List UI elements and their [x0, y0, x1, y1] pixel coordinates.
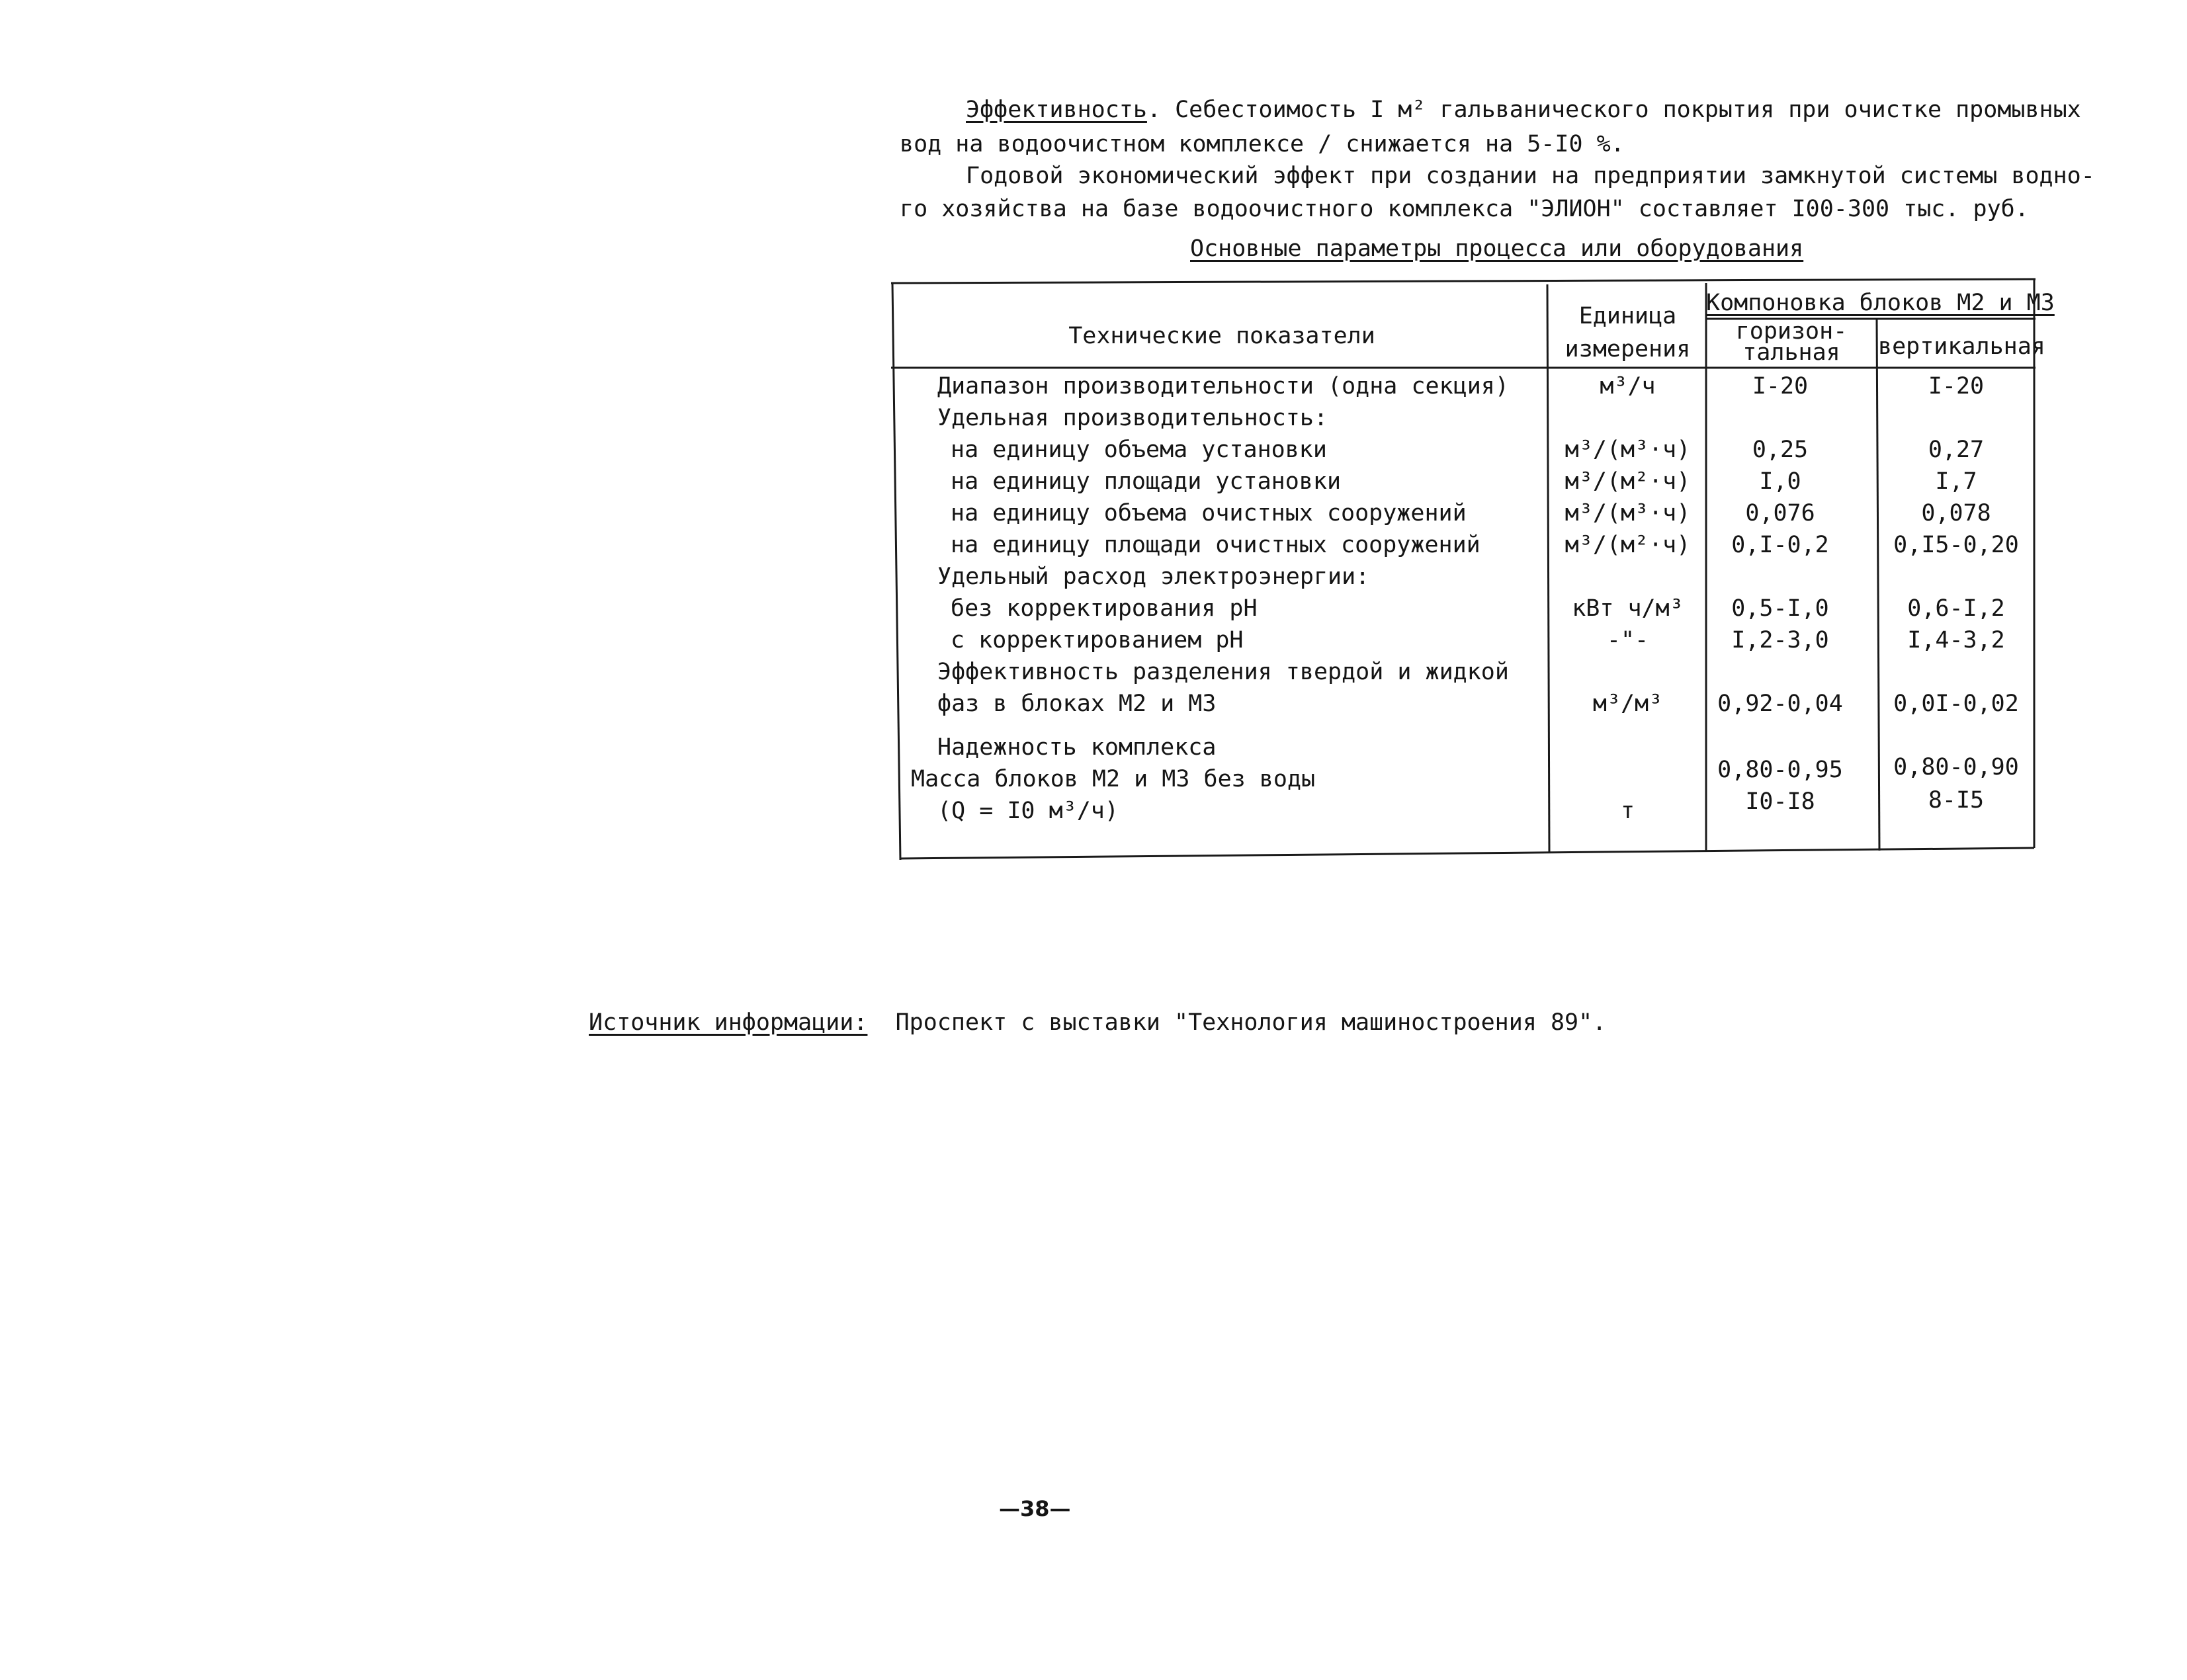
header-horizontal-line1: горизон- [1735, 318, 1848, 345]
row-horizontal-value: 0,25 [1752, 437, 1809, 463]
row-horizontal-value: 0,5-I,0 [1731, 595, 1829, 622]
row-unit: т [1620, 798, 1635, 824]
row-unit: м³/(м³·ч) [1565, 437, 1691, 463]
row-indicator: Надежность комплекса [937, 734, 1217, 761]
row-horizontal-value: I-20 [1752, 373, 1809, 399]
row-unit: м³/(м²·ч) [1565, 532, 1691, 558]
efficiency-line-1 [966, 93, 2081, 127]
row-unit: м³/(м²·ч) [1565, 468, 1691, 495]
row-unit: м³/(м³·ч) [1565, 500, 1691, 526]
row-vertical-value: I-20 [1928, 373, 1985, 399]
row-horizontal-value: 0,I-0,2 [1731, 532, 1829, 558]
row-horizontal-value: I0-I8 [1745, 788, 1815, 815]
row-indicator: на единицу площади установки [951, 468, 1342, 495]
source-line [589, 1005, 1606, 1040]
row-indicator: Удельная производительность: [937, 405, 1328, 431]
row-horizontal-value: 0,076 [1745, 500, 1815, 526]
row-vertical-value: 0,80-0,90 [1893, 754, 2019, 780]
table-caption: Основные параметры процесса или оборудования [1190, 235, 1804, 262]
efficiency-label: Эффективность [966, 97, 1147, 123]
row-indicator: на единицу объема очистных сооружений [951, 500, 1467, 526]
row-indicator: на единицу объема установки [951, 437, 1327, 463]
row-unit: кВт ч/м³ [1572, 595, 1684, 622]
efficiency-line-3: Годовой экономический эффект при создании на предприятии замкнутой системы водно- [966, 163, 2095, 189]
row-indicator: фаз в блоках М2 и М3 [937, 691, 1217, 717]
row-indicator: Эффективность разделения твердой и жидкой [937, 659, 1509, 685]
page-number: —38— [999, 1496, 1071, 1521]
row-indicator: без корректирования pH [951, 595, 1258, 622]
row-vertical-value: 0,27 [1928, 437, 1985, 463]
row-vertical-value: I,4-3,2 [1907, 627, 2005, 653]
row-unit: м³/ч [1600, 373, 1656, 399]
row-indicator: с корректированием pH [951, 627, 1244, 653]
row-vertical-value: 0,6-I,2 [1907, 595, 2005, 622]
parameters-table [891, 278, 2055, 860]
row-unit: -"- [1606, 627, 1649, 653]
row-vertical-value: I,7 [1935, 468, 1977, 495]
source-text: Проспект с выставки "Технология машиностроения 89". [895, 1009, 1607, 1036]
row-vertical-value: 0,I5-0,20 [1893, 532, 2019, 558]
row-horizontal-value: 0,92-0,04 [1717, 691, 1843, 717]
row-horizontal-value: I,0 [1759, 468, 1801, 495]
efficiency-line-1-text: . Себестоимость I м² гальванического покрытия при очистке промывных [1146, 97, 2081, 123]
header-unit-line1: Единица [1578, 303, 1677, 329]
row-indicator: Диапазон производительности (одна секция) [937, 373, 1509, 399]
row-indicator: (Q = I0 м³/ч) [937, 798, 1119, 824]
row-indicator: Удельный расход электроэнергии: [937, 564, 1370, 590]
source-label: Источник информации: [589, 1009, 868, 1036]
row-vertical-value: 8-I5 [1928, 787, 1985, 814]
efficiency-line-4: го хозяйства на базе водоочистного комплекса "ЭЛИОН" составляет I00-300 тыс. руб. [900, 196, 2029, 222]
row-indicator: Масса блоков М2 и М3 без воды [911, 766, 1316, 792]
efficiency-line-2: вод на водоочистном комплексе / снижается на 5-I0 %. [900, 131, 1625, 157]
header-vertical: вертикальная [1878, 333, 2045, 360]
row-vertical-value: 0,078 [1921, 500, 1991, 526]
row-unit: м³/м³ [1592, 691, 1663, 717]
row-indicator: на единицу площади очистных сооружений [951, 532, 1480, 558]
header-layout-group: Компоновка блоков М2 и М3 [1706, 290, 2055, 316]
row-horizontal-value: I,2-3,0 [1731, 627, 1829, 653]
row-horizontal-value: 0,80-0,95 [1717, 757, 1843, 783]
header-horizontal-line2: тальная [1742, 339, 1840, 366]
row-vertical-value: 0,0I-0,02 [1893, 691, 2019, 717]
header-indicators: Технические показатели [1068, 323, 1375, 349]
header-unit-line2: измерения [1565, 336, 1691, 362]
